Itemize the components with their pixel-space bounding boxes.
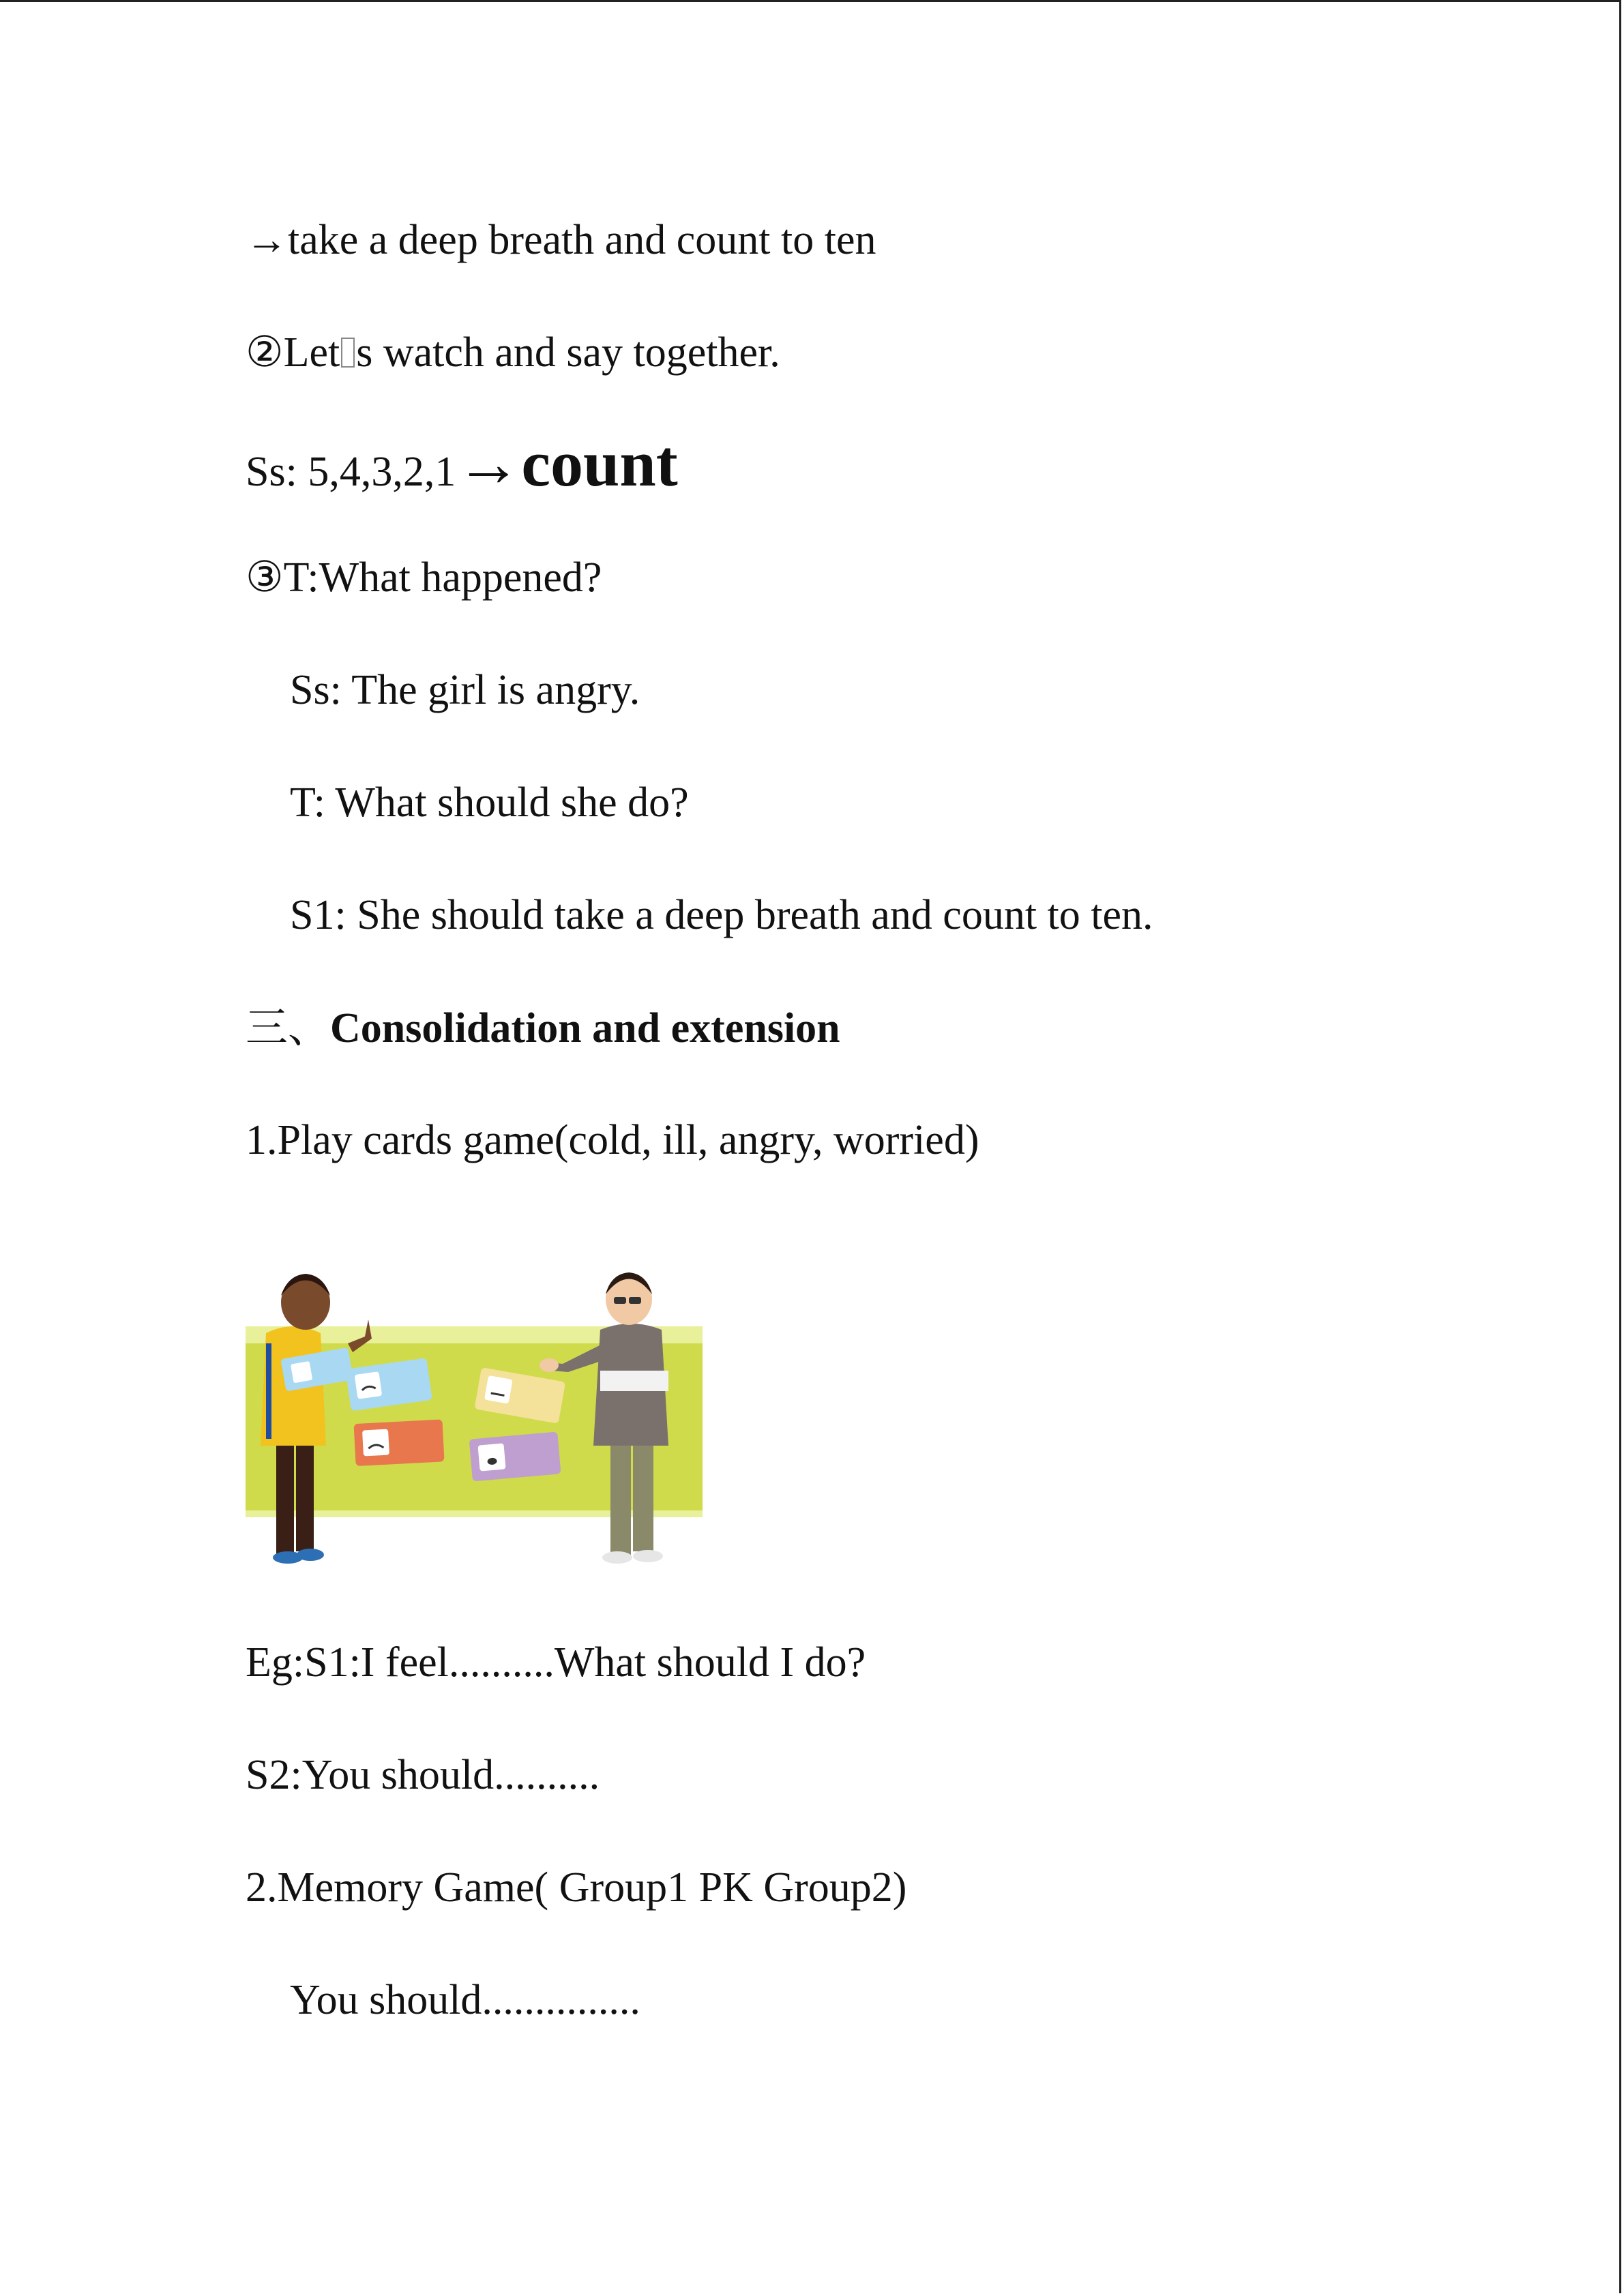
text-line-watch-and-say	[246, 325, 780, 380]
text-watch-and-say: s watch and say together.	[356, 329, 780, 376]
text-line-girl-angry: Ss: The girl is angry.	[290, 667, 640, 713]
text-let: Let	[283, 329, 340, 376]
missing-glyph-box	[341, 338, 355, 368]
card-game-illustration	[246, 1268, 703, 1568]
text-line-countdown	[246, 427, 678, 500]
text-countdown: Ss: 5,4,3,2,1	[246, 449, 456, 495]
text-line-you-should-blank: You should...............	[290, 1977, 640, 2023]
text-line-what-should-she-do: T: What should she do?	[290, 779, 689, 826]
section-heading-consolidation	[246, 1001, 840, 1056]
emotion-card-purple	[469, 1431, 561, 1481]
section-title: Consolidation and extension	[330, 1005, 840, 1052]
emotion-card-orange	[354, 1419, 445, 1466]
text-line-memory-game: 2.Memory Game( Group1 PK Group2)	[246, 1864, 907, 1911]
text-line-count-to-ten: →take a deep breath and count to ten	[246, 217, 876, 263]
section-number: 三、	[246, 1005, 331, 1052]
text-line-example-i-feel: Eg:S1:I feel..........What should I do?	[246, 1639, 866, 1686]
text-line-she-should: S1: She should take a deep breath and count to ten.	[290, 892, 1153, 938]
circled-number-2: ②	[246, 329, 284, 376]
text-count-emphasis: →count	[456, 427, 678, 500]
text-line-you-should-example: S2:You should..........	[246, 1752, 600, 1798]
text-line-play-cards-game: 1.Play cards game(cold, ill, angry, worried)	[246, 1117, 979, 1163]
text-line-what-happened: ③T:What happened?	[246, 554, 602, 601]
